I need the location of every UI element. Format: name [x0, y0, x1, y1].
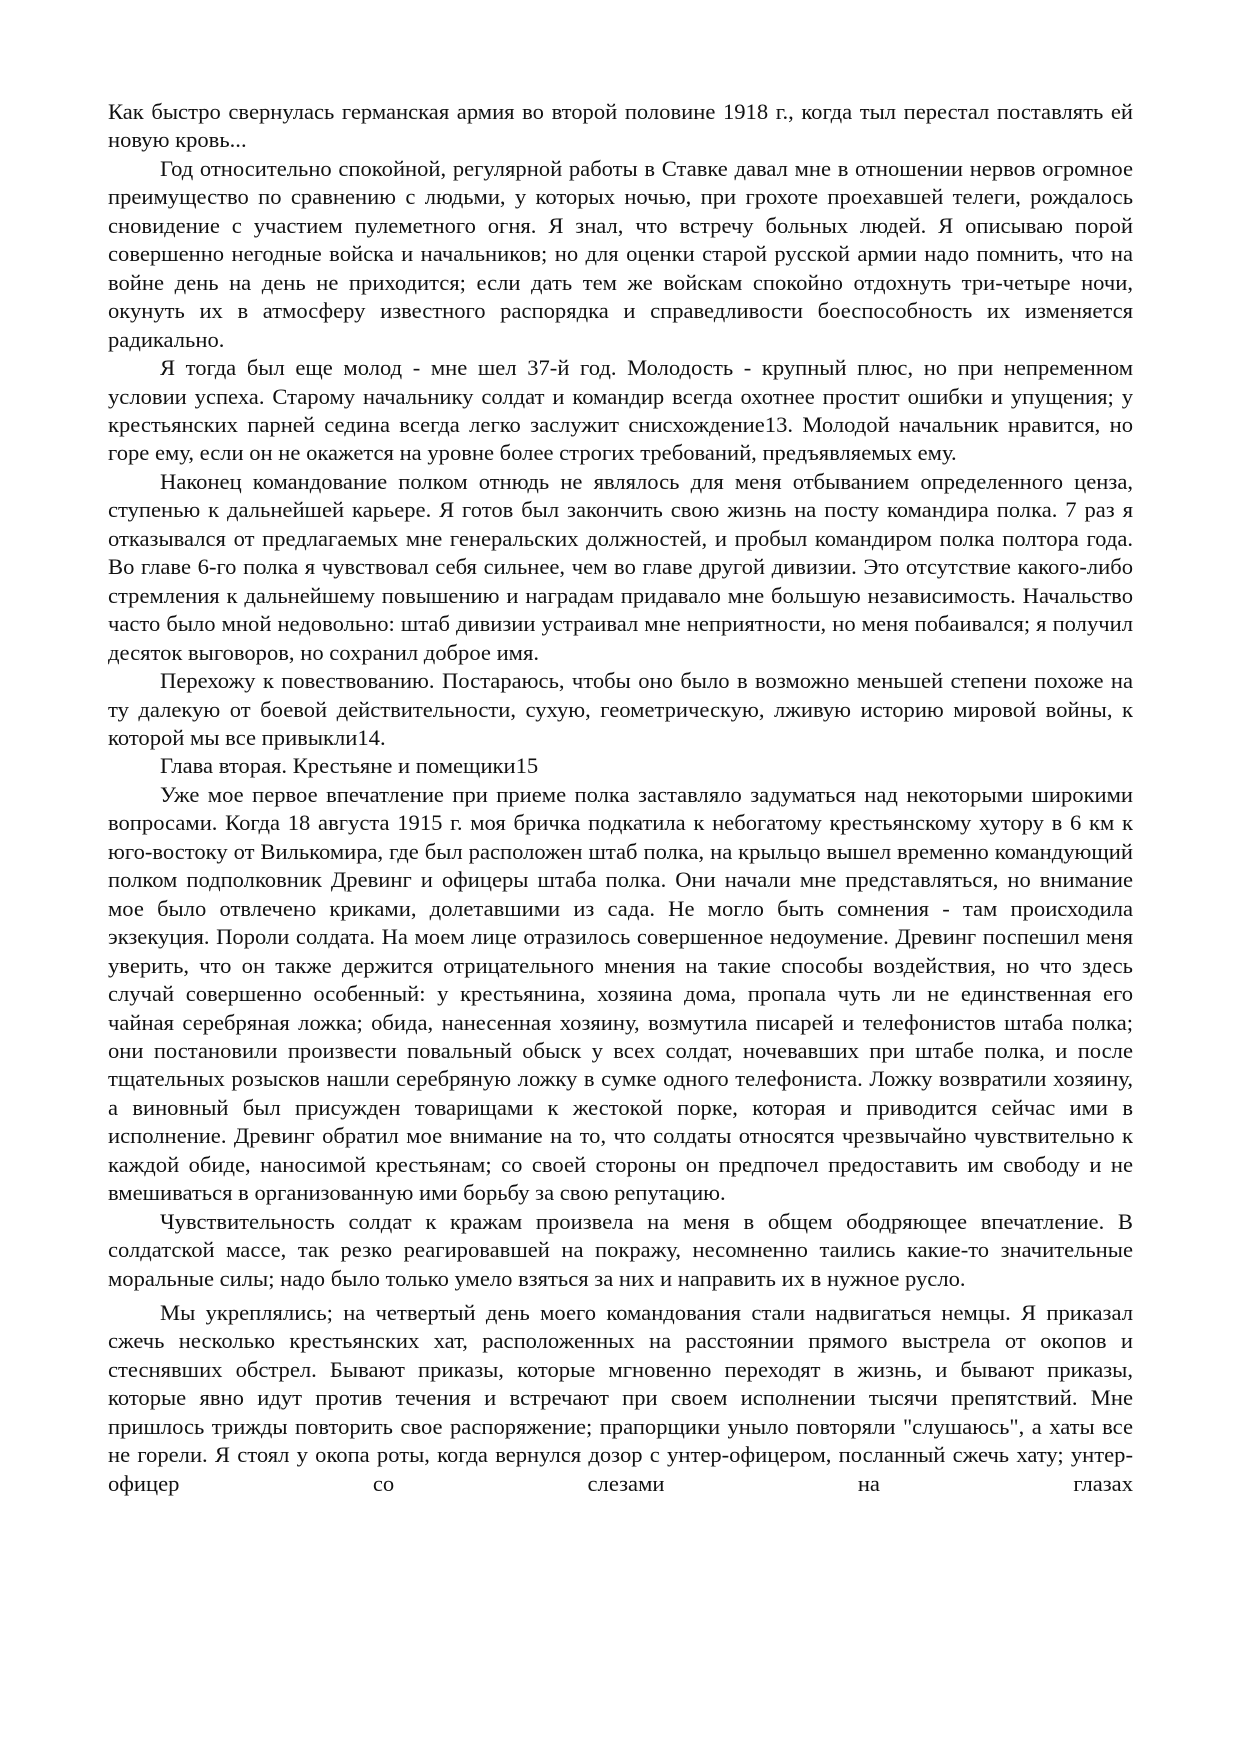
paragraph-6: Уже мое первое впечатление при приеме полка заставляло задуматься над некоторыми широкими вопросами. Когда 18 августа 1915 г. моя бричка подкатила к небогатому крестьянскому хутору в 6 км к юго-востоку от Вилькомира, где был расположен штаб полка, на крыльцо вышел временно командующий полком подполковник Древинг и офицеры штаба полка. Они начали мне представляться, но внимание мое было отвлечено криками, долетавшими из сада. Не могло быть сомнения - там происходила экзекуция. Пороли солдата. На моем лице отразилось совершенное недоумение. Древинг поспешил меня уверить, что он также держится отрицательного мнения на такие способы воздействия, но что здесь случай совершенно особенный: у крестьянина, хозяина дома, пропала чуть ли не единственная его чайная серебряная ложка; обида, нанесенная хозяину, возмутила писарей и телефонистов штаба полка; они постановили произвести повальный обыск у всех солдат, ночевавших при штабе полка, и после тщательных розысков нашли серебряную ложку в сумке одного телефониста. Ложку возвратили хозяину, а виновный был присужден товарищами к жестокой порке, которая и приводится сейчас ими в исполнение. Древинг обратил мое внимание на то, что солдаты относятся чрезвычайно чувствительно к каждой обиде, наносимой крестьянам; со своей стороны он предпочел предоставить им свободу и не вмешиваться в организованную ими борьбу за свою репутацию.	[108, 781, 1133, 1206]
chapter-heading: Глава вторая. Крестьяне и помещики15	[160, 753, 539, 779]
paragraph-5: Перехожу к повествованию. Постараюсь, чтобы оно было в возможно меньшей степени похоже на ту далекую от боевой действительности, сухую, геометрическую, лживую историю мировой войны, к которой мы все привыкли14.	[108, 668, 1133, 750]
paragraph-1: Как быстро свернулась германская армия во второй половине 1918 г., когда тыл перестал поставлять ей новую кровь...	[108, 99, 1133, 153]
paragraph-2: Год относительно спокойной, регулярной работы в Ставке давал мне в отношении нервов огромное преимущество по сравнению с людьми, у которых ночью, при грохоте проехавшей телеги, рождалось сновидение с участием пулеметного огня. Я знал, что встречу больных людей. Я описываю порой совершенно негодные войска и начальников; но для оценки старой русской армии надо помнить, что на войне день на день не приходится; если дать тем же войскам спокойно отдохнуть три-четыре ночи, окунуть их в атмосферу известного распорядка и справедливости боеспособность их изменяется радикально.	[108, 155, 1133, 352]
paragraph-8: Мы укреплялись; на четвертый день моего командования стали надвигаться немцы. Я приказал сжечь несколько крестьянских хат, расположенных на расстоянии прямого выстрела от окопов и стеснявших обстрел. Бывают приказы, которые мгновенно переходят в жизнь, и бывают приказы, которые явно идут против течения и встречают при своем исполнении тысячи препятствий. Мне пришлось трижды повторить свое распоряжение; прапорщики уныло повторяли "слушаюсь", а хаты все не горели. Я стоял у окопа роты, когда вернулся дозор с унтер-офицером, посланный сжечь хату; унтер-офицер со слезами на глазах	[108, 1300, 1133, 1496]
document-page	[108, 98, 1133, 1498]
paragraph-4: Наконец командование полком отнюдь не являлось для меня отбыванием определенного ценза, ступенью к дальнейшей карьере. Я готов был закончить свою жизнь на посту командира полка. 7 раз я отказывался от предлагаемых мне генеральских должностей, и пробыл командиром полка полтора года. Во главе 6-го полка я чувствовал себя сильнее, чем во главе другой дивизии. Это отсутствие какого-либо стремления к дальнейшему повышению и наградам придавало мне большую независимость. Начальство часто было мной недовольно: штаб дивизии устраивал мне неприятности, но меня побаивался; я получил десяток выговоров, но сохранил доброе имя.	[108, 468, 1133, 665]
paragraph-7: Чувствительность солдат к кражам произвела на меня в общем ободряющее впечатление. В солдатской массе, так резко реагировавшей на покражу, несомненно таились какие-то значительные моральные силы; надо было только умело взяться за них и направить их в нужное русло.	[108, 1208, 1133, 1291]
paragraph-3: Я тогда был еще молод - мне шел 37-й год. Молодость - крупный плюс, но при непременном условии успеха. Старому начальнику солдат и командир всегда охотнее простит ошибки и упущения; у крестьянских парней седина всегда легко заслужит снисхождение13. Молодой начальник нравится, но горе ему, если он не окажется на уровне более строгих требований, предъявляемых ему.	[108, 355, 1133, 466]
